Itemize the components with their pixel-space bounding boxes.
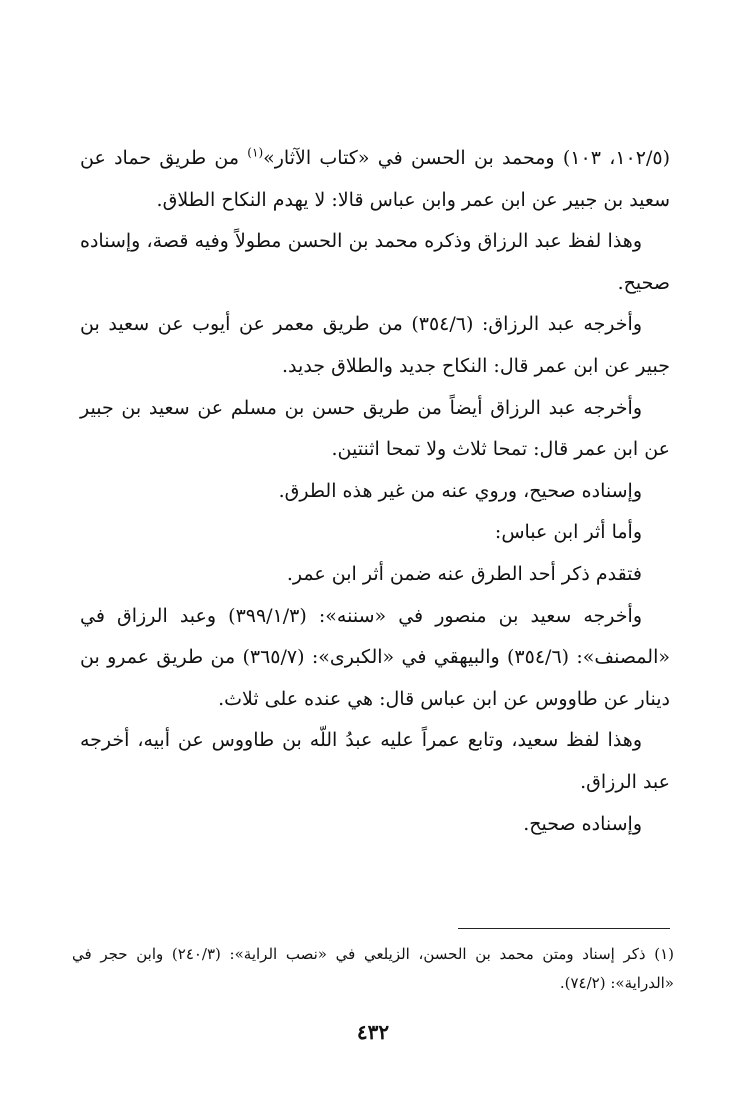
footnote-1: (١) ذكر إسناد ومتن محمد بن الحسن، الزيلعي في «نصب الراية»: (٢٤٠/٣) وابن حجر في «الدراية»: (٧٤/٢). [72, 945, 675, 992]
footnotes [72, 940, 674, 998]
paragraph-1 [80, 138, 670, 221]
paragraph-8: وأخرجه سعيد بن منصور في «سننه»: (٣٩٩/١/٣) وعبد الرزاق في «المصنف»: (٣٥٤/٦) والبيهقي في «الكبرى»: (٣٦٥/٧) من طريق عمرو بن دينار عن طاووس عن ابن عباس قال: هي عنده على ثلاث. [80, 604, 670, 710]
paragraph-4: وأخرجه عبد الرزاق أيضاً من طريق حسن بن مسلم عن سعيد بن جبير عن ابن عمر قال: تمحا ثلاث ولا تمحا اثنتين. [80, 396, 670, 461]
page-number: ٤٣٢ [356, 1020, 390, 1044]
main-text [80, 138, 670, 845]
paragraph-1-start: (١٠٢/٥، ١٠٣) ومحمد بن الحسن في «كتاب الآثار» [263, 147, 670, 169]
footnote-divider [458, 928, 670, 929]
paragraph-2: وهذا لفظ عبد الرزاق وذكره محمد بن الحسن مطولاً وفيه قصة، وإسناده صحيح. [80, 230, 670, 294]
paragraph-10: وإسناده صحيح. [523, 812, 642, 835]
footnote-marker: (١) [247, 145, 264, 160]
paragraph-1-end: من طريق حماد عن سعيد بن جبير عن ابن عمر وابن عباس قالا: لا يهدم النكاح الطلاق. [80, 147, 670, 211]
paragraph-5: وإسناده صحيح، وروي عنه من غير هذه الطرق. [278, 479, 642, 502]
paragraph-6: وأما أثر ابن عباس: [494, 521, 642, 544]
paragraph-9: وهذا لفظ سعيد، وتابع عمراً عليه عبدُ اللّه بن طاووس عن أبيه، أخرجه عبد الرزاق. [80, 729, 670, 793]
paragraph-3: وأخرجه عبد الرزاق: (٣٥٤/٦) من طريق معمر عن أيوب عن سعيد بن جبير عن ابن عمر قال: النكاح جديد والطلاق جديد. [80, 313, 670, 377]
paragraph-7: فتقدم ذكر أحد الطرق عنه ضمن أثر ابن عمر. [286, 562, 642, 585]
